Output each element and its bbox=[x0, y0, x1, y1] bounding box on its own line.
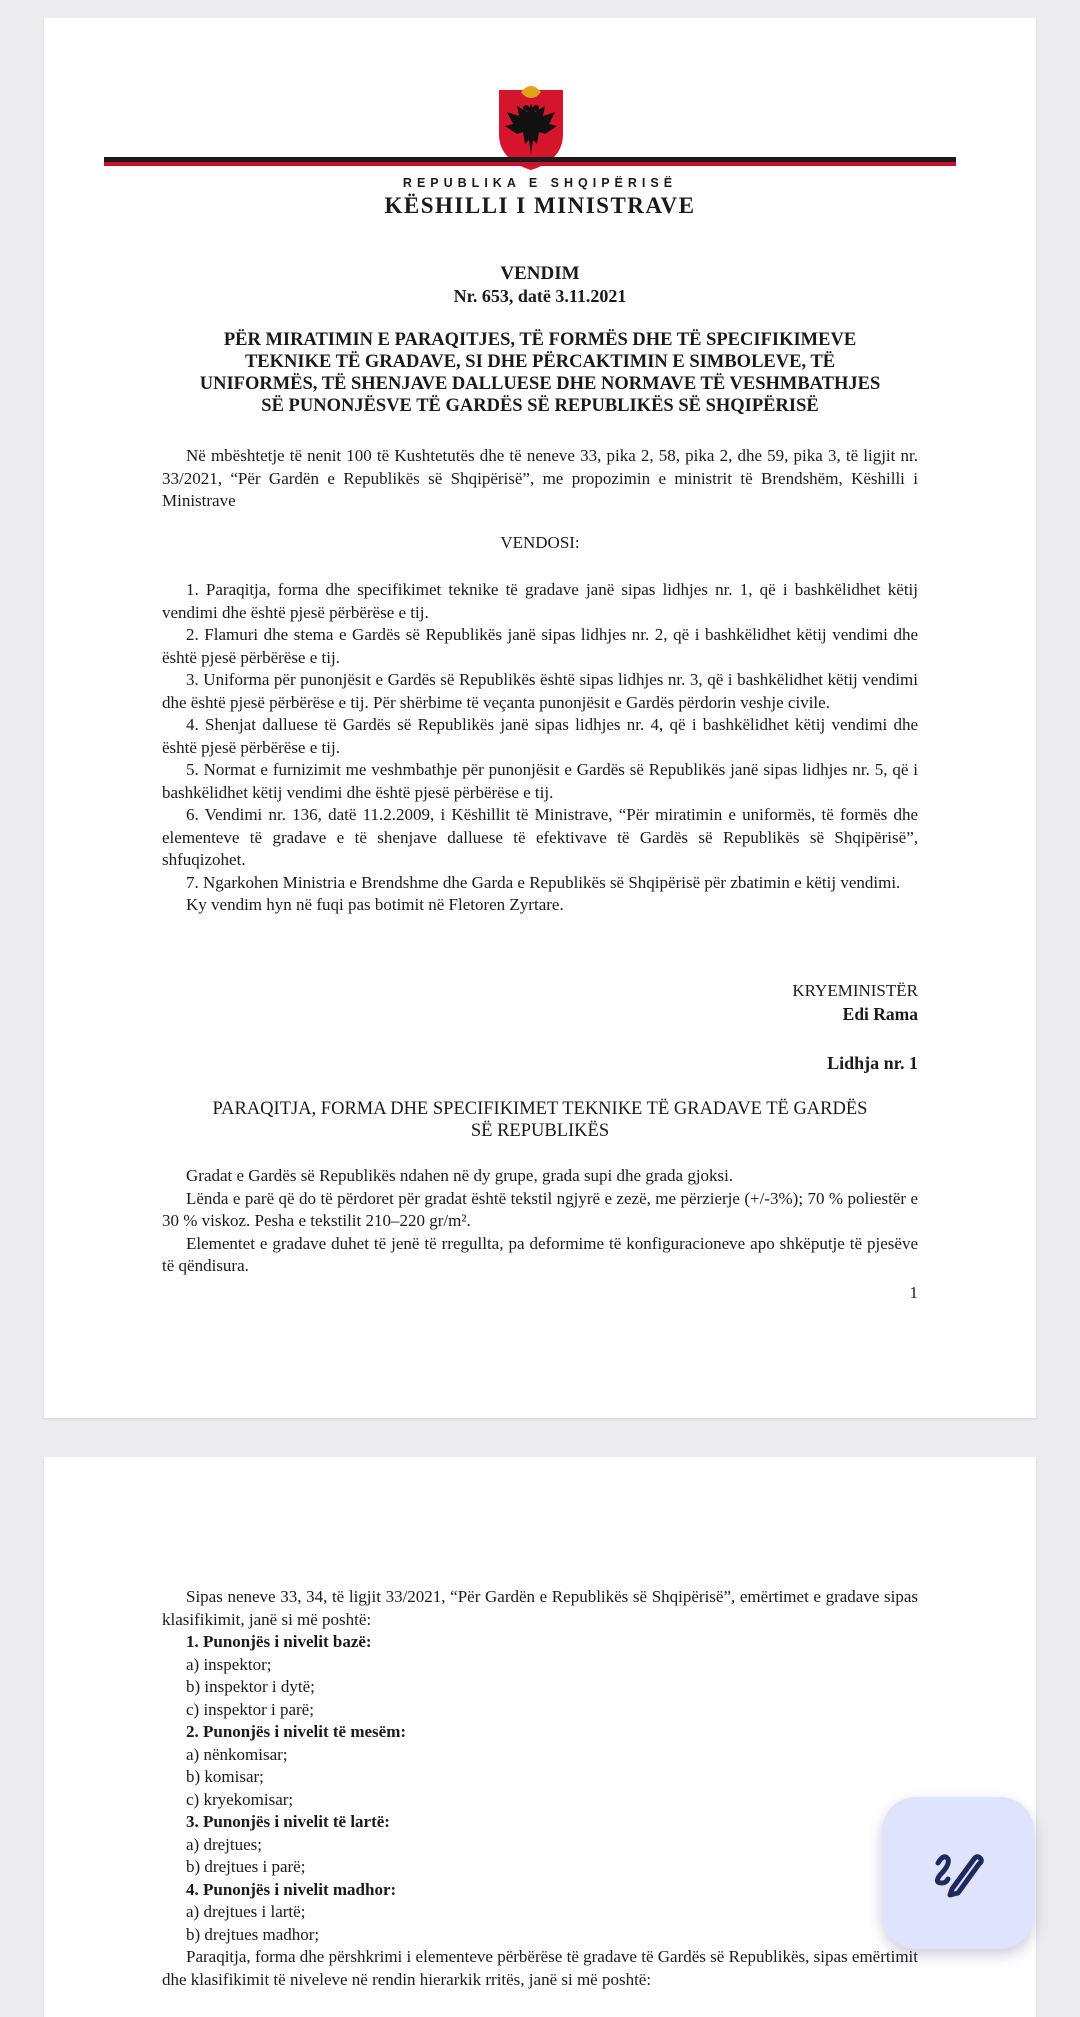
decision-title-line: PËR MIRATIMIN E PARAQITJES, TË FORMËS DHE TË SPECIFIKIMEVE bbox=[223, 330, 857, 350]
rank-item: a) drejtues i lartë; bbox=[186, 1902, 306, 1921]
decision-item: 2. Flamuri dhe stema e Gardës së Republikës janë sipas lidhjes nr. 2, që i bashkëlidhet këtij vendimi dhe është pjesë përbërëse e tij. bbox=[162, 625, 918, 667]
decision-item: 5. Normat e furnizimit me veshmbathje për punonjësit e Gardës së Republikës janë sipas lidhjes nr. 5, që i bashkëlidhet këtij vendimi dhe është pjesë përbërëse e tij. bbox=[162, 760, 918, 802]
preamble-paragraph: Në mbështetje të nenit 100 të Kushtetutës dhe të neneve 33, pika 2, 58, pika 2, dhe 59, pika 3, të ligjit nr. 33/2021, “Për Gardën e Republikës së Shqipërisë”, me propozimin e ministrit të Brendshëm, Këshilli i Ministrave bbox=[162, 446, 918, 510]
level-heading: 1. Punonjës i nivelit bazë: bbox=[186, 1632, 372, 1651]
decision-items bbox=[162, 579, 918, 917]
annex-label: Lidhja nr. 1 bbox=[827, 1053, 918, 1073]
level-heading: 3. Punonjës i nivelit të lartë: bbox=[186, 1812, 390, 1831]
decision-item: 4. Shenjat dalluese të Gardës së Republikës janë sipas lidhjes nr. 4, që i bashkëlidhet këtij vendimi dhe është pjesë përbërëse e tij. bbox=[162, 715, 918, 757]
annex-paragraph: Elementet e gradave duhet të jenë të rregullta, pa deformime të konfiguracioneve apo shkëputje të pjesëve të qëndisura. bbox=[162, 1233, 918, 1275]
annex-title-line: PARAQITJA, FORMA DHE SPECIFIKIMET TEKNIKE TË GRADAVE TË GARDËS bbox=[212, 1099, 868, 1119]
rank-item: a) inspektor; bbox=[186, 1654, 272, 1674]
annex-title-line: SË REPUBLIKËS bbox=[470, 1121, 610, 1141]
rank-item: b) inspektor i dytë; bbox=[186, 1677, 315, 1696]
decision-title-line: TEKNIKE TË GRADAVE, SI DHE PËRCAKTIMIN E SIMBOLEVE, TË bbox=[244, 352, 836, 372]
signatory-name: Edi Rama bbox=[842, 1004, 918, 1024]
annex-paragraph: Lënda e parë që do të përdoret për gradat është tekstil ngjyrë e zezë, me përzierje (+/-3%); 70 % poliestër e 30 % viskoz. Pesha e tekstilit 210–220 gr/m². bbox=[162, 1188, 918, 1230]
document-page-1 bbox=[44, 18, 1036, 1418]
rank-item: a) nënkomisar; bbox=[186, 1744, 288, 1764]
vendosi-heading: VENDOSI: bbox=[500, 533, 580, 552]
rank-item: c) inspektor i parë; bbox=[186, 1699, 314, 1719]
rank-item: b) drejtues i parë; bbox=[186, 1857, 306, 1876]
annex-paragraphs bbox=[162, 1165, 918, 1278]
council-heading: KËSHILLI I MINISTRAVE bbox=[384, 193, 696, 218]
rank-item: b) drejtues madhor; bbox=[186, 1924, 320, 1944]
ranks-intro: Sipas neneve 33, 34, të ligjit 33/2021, “Për Gardën e Republikës së Shqipërisë”, emërtimet e gradave sipas klasifikimit, janë si më poshtë: bbox=[162, 1587, 918, 1629]
pen-icon bbox=[930, 1845, 986, 1901]
page-number: 1 bbox=[909, 1283, 918, 1302]
rank-item: b) komisar; bbox=[186, 1767, 264, 1786]
decision-item: 3. Uniforma për punonjësit e Gardës së Republikës është sipas lidhjes nr. 3, që i bashkëlidhet këtij vendimi dhe është pjesë përbërëse e tij. Për shërbime të veçanta punonjësit e Gardës përdorin veshje civile. bbox=[162, 670, 918, 712]
annotate-button[interactable] bbox=[882, 1797, 1034, 1949]
signatory-title: KRYEMINISTËR bbox=[792, 981, 918, 1000]
header-rule-red bbox=[104, 162, 956, 166]
decision-item: Ky vendim hyn në fuqi pas botimit në Fletoren Zyrtare. bbox=[186, 895, 564, 914]
rank-item: c) kryekomisar; bbox=[186, 1789, 294, 1809]
ranks-closing: Paraqitja, forma dhe përshkrimi i elementeve përbërëse të gradave të Gardës së Republikës, sipas emërtimit dhe klasifikimit të niveleve në rendin hierarkik rritës, janë si më poshtë: bbox=[162, 1947, 918, 1989]
annex-title bbox=[162, 1098, 918, 1142]
decision-title-line: SË PUNONJËSVE TË GARDËS SË REPUBLIKËS SË SHQIPËRISË bbox=[261, 396, 819, 416]
level-heading: 4. Punonjës i nivelit madhor: bbox=[186, 1879, 397, 1899]
decision-title bbox=[162, 329, 918, 417]
rank-item: a) drejtues; bbox=[186, 1834, 262, 1854]
decision-item: 1. Paraqitja, forma dhe specifikimet teknike të gradave janë sipas lidhjes nr. 1, që i bashkëlidhet këtij vendimi dhe është pjesë përbërëse e tij. bbox=[162, 580, 918, 622]
ranks-section bbox=[162, 1586, 918, 1991]
decision-label: VENDIM bbox=[500, 263, 580, 284]
annex-paragraph: Gradat e Gardës së Republikës ndahen në dy grupe, grada supi dhe grada gjoksi. bbox=[186, 1166, 734, 1185]
decision-item: 6. Vendimi nr. 136, datë 11.2.2009, i Këshillit të Ministrave, “Për miratimin e uniformës, të formës dhe elementeve të gradave e të shenjave dalluese të efektivave të Gardës së Republikës së Shqipërisë”, shfuqizohet. bbox=[162, 805, 918, 869]
republic-heading: REPUBLIKA E SHQIPËRISË bbox=[402, 176, 678, 190]
decision-number: Nr. 653, datë 3.11.2021 bbox=[453, 286, 627, 306]
decision-title-line: UNIFORMËS, TË SHENJAVE DALLUESE DHE NORMAVE TË VESHMBATHJES bbox=[199, 374, 881, 394]
level-heading: 2. Punonjës i nivelit të mesëm: bbox=[186, 1722, 407, 1741]
decision-item: 7. Ngarkohen Ministria e Brendshme dhe Garda e Republikës së Shqipërisë për zbatimin e këtij vendimi. bbox=[186, 872, 901, 892]
